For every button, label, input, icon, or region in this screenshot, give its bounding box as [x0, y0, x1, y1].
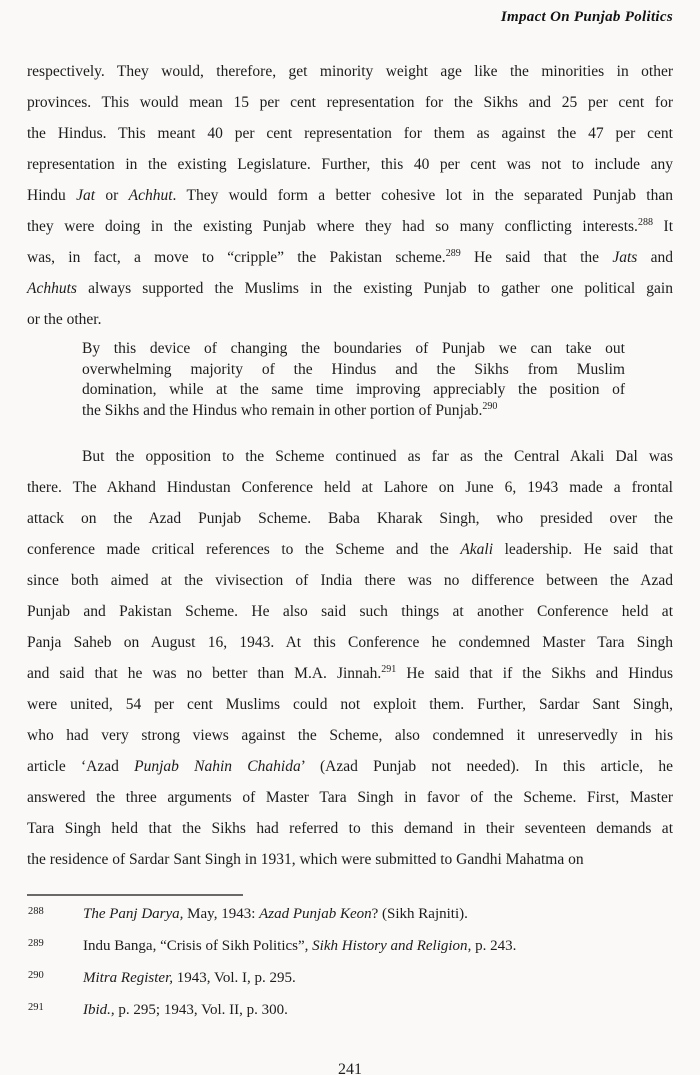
text-run: since both aimed at the vivisection of India there was no difference between the Azad	[27, 572, 673, 589]
footnote-item	[27, 968, 673, 989]
text-run: representation in the existing Legislature. Further, this 40 per cent was not to include any	[27, 156, 673, 173]
text-run: conference made critical references to the Scheme and the	[27, 541, 461, 558]
italic-text: Sikh History and Religion	[312, 938, 468, 954]
text-run: 1943, Vol. I, p. 295.	[173, 970, 296, 986]
text-line	[82, 339, 625, 360]
text-run: the residence of Sardar Sant Singh in 1931, which were submitted to Gandhi Mahatma on	[27, 851, 584, 868]
text-line	[27, 273, 673, 304]
italic-text: Punjab Nahin Chahida	[134, 758, 301, 775]
footnote-list	[27, 904, 673, 1021]
text-run: was, in fact, a move to “cripple” the Pakistan scheme.	[27, 249, 446, 266]
text-run: leadership. He said that	[493, 541, 673, 558]
italic-text: Jats	[612, 249, 638, 266]
text-line	[27, 751, 673, 782]
text-run: Indu Banga, “Crisis of Sikh Politics”,	[83, 938, 313, 954]
text-line	[27, 844, 673, 875]
block-quote	[82, 339, 625, 421]
footnote-item	[27, 936, 673, 957]
footnote-item	[27, 904, 673, 925]
text-run: Panja Saheb on August 16, 1943. At this Conference he condemned Master Tara Singh	[27, 634, 673, 651]
body-text	[27, 56, 673, 875]
text-run: provinces. This would mean 15 per cent representation for the Sikhs and 25 per cent for	[27, 94, 673, 111]
text-run: the Hindus. This meant 40 per cent representation for them as against the 47 per cent	[27, 125, 673, 142]
text-run: and said that he was no better than M.A. Jinnah.	[27, 665, 382, 682]
footnote-number: 291	[28, 1002, 44, 1013]
text-line	[27, 441, 673, 472]
text-line	[27, 658, 673, 689]
footnote-ref: 289	[445, 247, 461, 259]
text-line	[27, 472, 673, 503]
text-run: answered the three arguments of Master Tara Singh in favor of the Scheme. First, Master	[27, 789, 673, 806]
footnote-ref: 291	[381, 663, 397, 675]
italic-text: Achhut	[128, 187, 173, 204]
footnote-item	[27, 1000, 673, 1021]
text-line	[27, 56, 673, 87]
text-run: He said that the	[460, 249, 613, 266]
text-line	[27, 180, 673, 211]
text-run: It	[652, 218, 674, 235]
text-run: overwhelming majority of the Hindus and the Sikhs from Muslim	[82, 360, 625, 378]
text-line	[27, 813, 673, 844]
text-run: who had very strong views against the Scheme, also condemned it unreservedly in his	[27, 727, 673, 744]
text-run: article ‘Azad	[27, 758, 135, 775]
text-line	[27, 627, 673, 658]
text-line	[82, 360, 625, 381]
text-line	[27, 118, 673, 149]
text-run: May, 1943:	[183, 906, 260, 922]
text-line	[27, 87, 673, 118]
page-number: 241	[338, 1061, 362, 1075]
italic-text: Ibid.	[83, 1002, 111, 1018]
text-run: Tara Singh held that the Sikhs had referred to this demand in their seventeen demands at	[27, 820, 673, 837]
text-run: domination, while at the same time improving appreciably the position of	[82, 381, 625, 398]
text-line	[27, 149, 673, 180]
text-line	[27, 211, 673, 242]
text-run: or	[95, 187, 129, 204]
text-line	[27, 534, 673, 565]
text-line	[27, 596, 673, 627]
text-line	[27, 565, 673, 596]
text-line	[82, 380, 625, 401]
text-run: attack on the Azad Punjab Scheme. Baba Kharak Singh, who presided over the	[27, 510, 673, 527]
text-line	[27, 782, 673, 813]
text-run: ? (Sikh Rajniti).	[371, 906, 468, 922]
text-run: But the opposition to the Scheme continued as far as the Central Akali Dal was	[82, 448, 673, 465]
text-run: He said that if the Sikhs and Hindus	[396, 665, 673, 682]
text-run: they were doing in the existing Punjab where they had so many conflicting interests.	[27, 218, 638, 235]
footnote-ref: 290	[482, 400, 498, 412]
footnote-ref: 288	[637, 216, 653, 228]
footnote-number: 289	[28, 938, 44, 949]
running-header: Impact On Punjab Politics	[500, 9, 673, 25]
italic-text: Akali	[460, 541, 494, 558]
text-run: Hindu	[27, 187, 77, 204]
text-run: ’ (Azad Punjab not needed). In this article, he	[300, 758, 673, 775]
text-line	[82, 401, 625, 422]
text-run: . They would form a better cohesive lot in the separated Punjab than	[172, 187, 673, 204]
text-run: the Sikhs and the Hindus who remain in other portion of Punjab.	[82, 401, 483, 419]
text-run: , p. 243.	[467, 938, 517, 954]
footnote-number: 288	[28, 906, 44, 917]
text-run: , p. 295; 1943, Vol. II, p. 300.	[110, 1002, 288, 1018]
text-run: or the other.	[27, 311, 102, 328]
text-run: respectively. They would, therefore, get minority weight age like the minorities in other	[27, 63, 673, 80]
text-run: By this device of changing the boundaries of Punjab we can take out	[82, 340, 625, 357]
text-run: were united, 54 per cent Muslims could not exploit them. Further, Sardar Sant Singh,	[27, 696, 673, 713]
italic-text: The Panj Darya,	[83, 906, 184, 922]
italic-text: Azad Punjab Keon	[259, 906, 372, 922]
paragraph	[27, 441, 673, 875]
text-run: always supported the Muslims in the existing Punjab to gather one political gain	[76, 280, 673, 297]
footnote-separator-rule	[27, 894, 243, 896]
text-line	[27, 720, 673, 751]
italic-text: Jat	[76, 187, 96, 204]
text-run: and	[637, 249, 673, 266]
paragraph	[27, 56, 673, 335]
text-line	[27, 242, 673, 273]
text-run: Punjab and Pakistan Scheme. He also said such things at another Conference held at	[27, 603, 673, 620]
text-line	[27, 689, 673, 720]
footnote-section	[27, 894, 673, 1032]
text-line	[27, 304, 673, 335]
footnote-number: 290	[28, 970, 44, 981]
italic-text: Achhuts	[27, 280, 77, 297]
text-line	[27, 503, 673, 534]
italic-text: Mitra Register,	[83, 970, 173, 986]
text-run: there. The Akhand Hindustan Conference held at Lahore on June 6, 1943 made a frontal	[27, 479, 673, 496]
